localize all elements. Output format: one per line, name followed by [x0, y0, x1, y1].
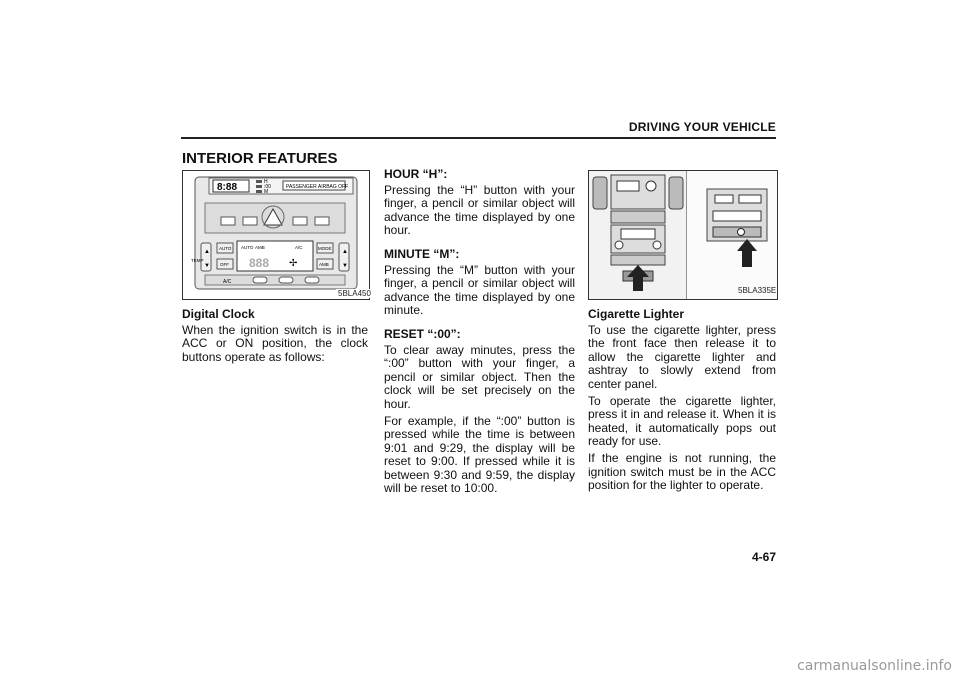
column-1	[182, 308, 368, 367]
clock-figure-code: 5BLA450	[338, 289, 371, 298]
clock-buttons	[256, 180, 262, 193]
svg-text:▼: ▼	[204, 263, 210, 269]
minute-text: Pressing the “M” button with your finger, a pencil or similar object will advance the time displayed by one minute.	[384, 262, 575, 318]
lighter-text-1: To use the cigarette lighter, press the front face then release it to allow the cigarette lighter and ashtray to slowly extend from center panel.	[588, 322, 776, 391]
reset-text-2: For example, if the “:00” button is pressed while the time is between 9:01 and 9:29, the display will be reset to 9:00. If pressed while it is between 9:30 and 9:59, the display will be reset to 10:00.	[384, 413, 575, 496]
off-button-label: OFF	[220, 262, 229, 267]
clock-panel-illustration	[183, 171, 369, 299]
cigarette-lighter-heading: Cigarette Lighter	[588, 307, 685, 321]
watermark[interactable]: carmanualsonline.info	[797, 658, 952, 674]
lighter-text-3: If the engine is not running, the ignition switch must be in the ACC position for the lighter to operate.	[588, 450, 776, 493]
mode-button-label: MODE	[318, 246, 332, 251]
running-header: DRIVING YOUR VEHICLE	[628, 120, 776, 134]
fan-icon: ✢	[289, 258, 298, 269]
reset-label: :00	[264, 184, 271, 190]
lighter-text-2: To operate the cigarette lighter, press it in and release it. When it is heated, it automatically pops out ready for use.	[588, 393, 776, 449]
display-auto-label: AUTO	[241, 245, 254, 250]
display-digits: 888	[249, 256, 270, 270]
svg-text:▼: ▼	[342, 263, 348, 269]
digital-clock-text: When the ignition switch is in the ACC or ON position, the clock buttons operate as follows:	[182, 322, 368, 364]
reset-heading: RESET “:00”:	[384, 326, 461, 341]
minute-label: M	[264, 189, 269, 195]
clock-panel-figure	[182, 170, 370, 300]
hour-heading: HOUR “H”:	[384, 167, 448, 181]
temp-label: TEMP	[191, 258, 204, 263]
lighter-figure	[588, 170, 778, 300]
clock-display-text: 8:88	[217, 182, 238, 193]
svg-text:▲: ▲	[342, 249, 348, 255]
minute-heading: MINUTE “M”:	[384, 246, 460, 261]
display-ac-label: A/C	[295, 245, 303, 250]
column-3	[588, 308, 776, 496]
section-title: INTERIOR FEATURES	[182, 150, 338, 167]
lighter-illustration	[589, 171, 777, 299]
svg-text:▲: ▲	[204, 249, 210, 255]
auto-button-label: AUTO	[219, 246, 232, 251]
hour-text: Pressing the “H” button with your finger, a pencil or similar object will advance the time displayed by one hour.	[384, 182, 575, 238]
lighter-figure-code: 5BLA335E	[738, 286, 777, 295]
column-2	[384, 168, 575, 499]
amb-button-label: AMB	[319, 262, 329, 267]
reset-text-1: To clear away minutes, press the “:00” button with your finger, a pencil or similar object. Then the clock will be set precisely on the hour.	[384, 342, 575, 411]
display-amb-label: AMB	[255, 245, 265, 250]
airbag-indicator-label: PASSENGER AIRBAG OFF	[286, 184, 349, 190]
hour-label: H	[264, 179, 268, 185]
ac-button-label: A/C	[223, 279, 232, 285]
header-rule	[181, 137, 776, 139]
page-number: 4-67	[751, 550, 776, 564]
digital-clock-heading: Digital Clock	[182, 307, 255, 321]
